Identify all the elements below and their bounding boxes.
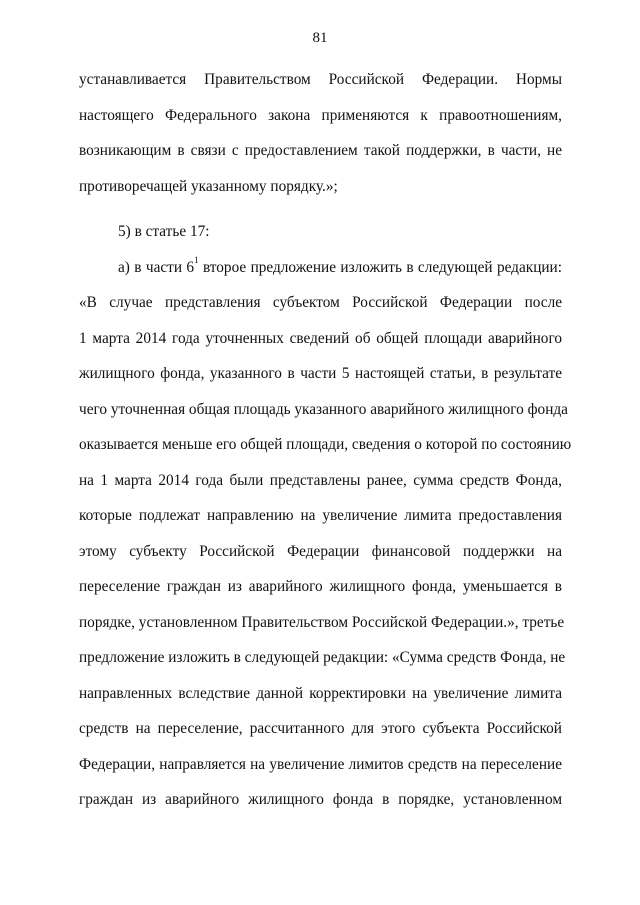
text-line: устанавливается Правительством Российской Федерации. Нормы	[79, 71, 562, 88]
text-line: чего уточненная общая площадь указанного аварийного жилищного фонда	[79, 400, 568, 418]
text-line: Федерации, направляется на увеличение лимитов средств на переселение	[79, 755, 562, 773]
text-line: противоречащей указанному порядку.»;	[79, 177, 338, 195]
item-a-suffix: второе предложение изложить в следующей редакции:	[198, 258, 562, 276]
text-line: возникающим в связи с предоставлением такой поддержки, в части, не	[79, 142, 562, 159]
text-line: которые подлежат направлению на увеличение лимита предоставления	[79, 507, 562, 524]
text-line: предложение изложить в следующей редакции: «Сумма средств Фонда, не	[79, 649, 566, 666]
text-line: этому субъекту Российской Федерации финансовой поддержки на	[79, 542, 562, 560]
text-line: оказывается меньше его общей площади, сведения о которой по состоянию	[79, 436, 572, 453]
text-line: настоящего Федерального закона применяются к правоотношениям,	[79, 106, 562, 124]
text-line: 1 марта 2014 года уточненных сведений об общей площади аварийного	[79, 329, 562, 347]
text-line: жилищного фонда, указанного в части 5 настоящей статьи, в результате	[79, 365, 562, 382]
text-line: направленных вследствие данной корректировки на увеличение лимита	[79, 684, 562, 702]
document-body	[79, 62, 572, 818]
text-line: порядке, установленном Правительством Российской Федерации.», третье	[79, 613, 565, 631]
text-line: граждан из аварийного жилищного фонда в порядке, установленном	[79, 791, 562, 808]
item-a-prefix: а) в части 6	[118, 258, 195, 276]
item-5-heading: 5) в статье 17:	[118, 223, 210, 240]
text-line: переселение граждан из аварийного жилищного фонда, уменьшается в	[79, 578, 562, 595]
text-line: средств на переселение, рассчитанного для этого субъекта Российской	[79, 720, 562, 737]
text-line: «В случае представления субъектом Российской Федерации после	[79, 294, 562, 311]
item-a-heading	[79, 250, 562, 286]
page-number: 81	[312, 30, 328, 46]
superscript-index: 1	[194, 255, 199, 266]
paragraph-gap	[79, 204, 562, 214]
text-line: на 1 марта 2014 года были представлены ранее, сумма средств Фонда,	[79, 471, 562, 489]
